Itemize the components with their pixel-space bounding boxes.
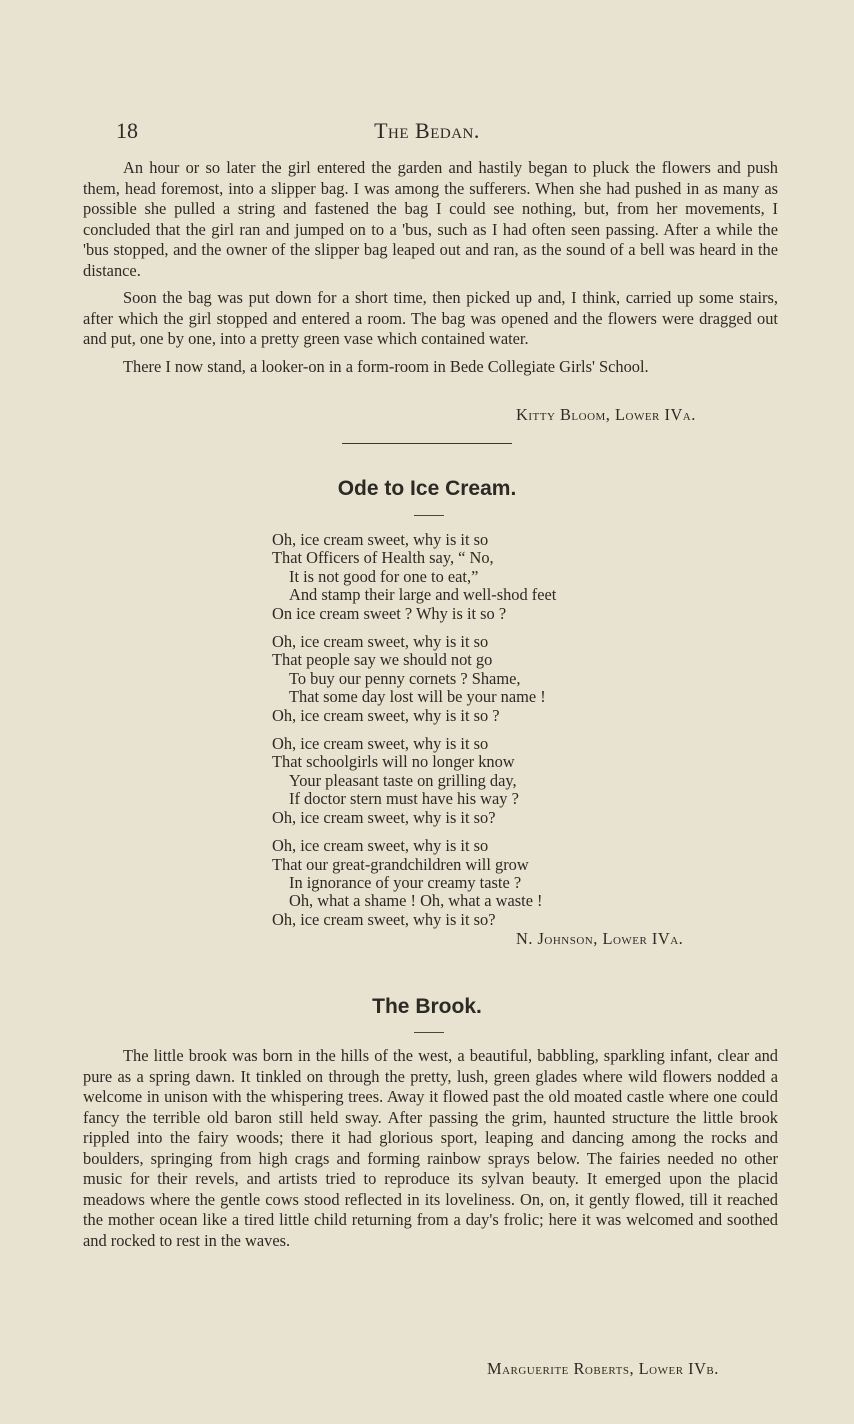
poem-line: To buy our penny cornets ? Shame, [289, 668, 521, 688]
page-header [0, 118, 854, 148]
poem-line: That schoolgirls will no longer know [272, 752, 515, 772]
poem-line: That some day lost will be your name ! [289, 687, 546, 707]
poem-line: Oh, ice cream sweet, why is it so [272, 836, 489, 856]
poem-line: In ignorance of your creamy taste ? [289, 872, 522, 892]
poem-line: Oh, ice cream sweet, why is it so? [272, 909, 496, 929]
story-paragraph: There I now stand, a looker-on in a form-room in Bede Collegiate Girls' School. [123, 356, 649, 376]
poem-line: That Officers of Health say, “ No, [272, 548, 494, 568]
poem-line: On ice cream sweet ? Why is it so ? [272, 603, 507, 623]
section-divider [342, 443, 512, 444]
poem-stanza [272, 531, 722, 623]
story-paragraph: An hour or so later the girl entered the garden and hastily began to pluck the flowers and push them, head foremost, into a slipper bag. I was among the sufferers. When she had pushed in as many as possible she pulled a string and fastened the bag I could see nothing, but, from her movements, I concluded that the girl ran and jumped on to a 'bus, such as I had often seen passing. After a while the 'bus stopped, and the owner of the slipper bag leaped out and ran, as the sound of a bell was heard in the distance. [83, 158, 778, 280]
title-rule [414, 515, 444, 516]
story-body [83, 158, 778, 384]
poem-line: That people say we should not go [272, 650, 493, 670]
poem-line: Oh, ice cream sweet, why is it so [272, 530, 489, 549]
poem-line: Oh, ice cream sweet, why is it so ? [272, 705, 500, 725]
poem-line: Oh, what a shame ! Oh, what a waste ! [289, 891, 543, 911]
title-rule [414, 1032, 444, 1033]
story-paragraph: Soon the bag was put down for a short time, then picked up and, I think, carried up some stairs, after which the girl stopped and entered a room. The bag was opened and the flowers were dragged out and put, one by one, into a pretty green vase which contained water. [83, 288, 778, 348]
brook-body [83, 1046, 778, 1258]
poem-line: And stamp their large and well-shod feet [289, 585, 557, 605]
poem-line: Your pleasant taste on grilling day, [289, 770, 517, 790]
poem-title: Ode to Ice Cream. [337, 477, 517, 500]
brook-paragraph: The little brook was born in the hills of the west, a beautiful, babbling, sparkling infant, clear and pure as a spring dawn. It tinkled on through the pretty, lush, green glades where wild flowers nodded a welcome in unison with the whispering trees. Away it flowed past the old moated castle where one could fancy the terrible old baron still held sway. After passing the grim, haunted structure the little brook rippled into the fairy woods; there it had glorious sport, leaping and dancing among the rocks and boulders, springing from high crags and forming rainbow sprays below. The fairies needed no other music for their revels, and artists tried to reproduce its sylvan beauty. It emerged upon the placid meadows where the gentle cows stood reflected in its loveliness. On, on, it gently flowed, till it reached the mother ocean like a tired little child returning from a day's frolic; here it was welcomed and soothed and rocked to rest in the waves. [83, 1046, 778, 1250]
poem-line: It is not good for one to eat,” [289, 566, 479, 586]
page-number: 18 [116, 118, 138, 143]
poem-stanza [272, 837, 722, 929]
poem-line: Oh, ice cream sweet, why is it so? [272, 807, 496, 827]
poem-stanza [272, 735, 722, 827]
poem-line: That our great-grandchildren will grow [272, 854, 529, 874]
poem-signature: N. Johnson, Lower IVa. [516, 929, 684, 948]
story-signature: Kitty Bloom, Lower IVa. [516, 405, 696, 424]
running-title: The Bedan. [374, 118, 480, 143]
brook-title: The Brook. [372, 995, 482, 1018]
poem-body [272, 531, 722, 939]
poem-stanza [272, 633, 722, 725]
poem-line: Oh, ice cream sweet, why is it so [272, 734, 489, 754]
poem-line: Oh, ice cream sweet, why is it so [272, 632, 489, 652]
poem-line: If doctor stern must have his way ? [289, 789, 519, 809]
brook-signature: Marguerite Roberts, Lower IVb. [487, 1359, 719, 1378]
